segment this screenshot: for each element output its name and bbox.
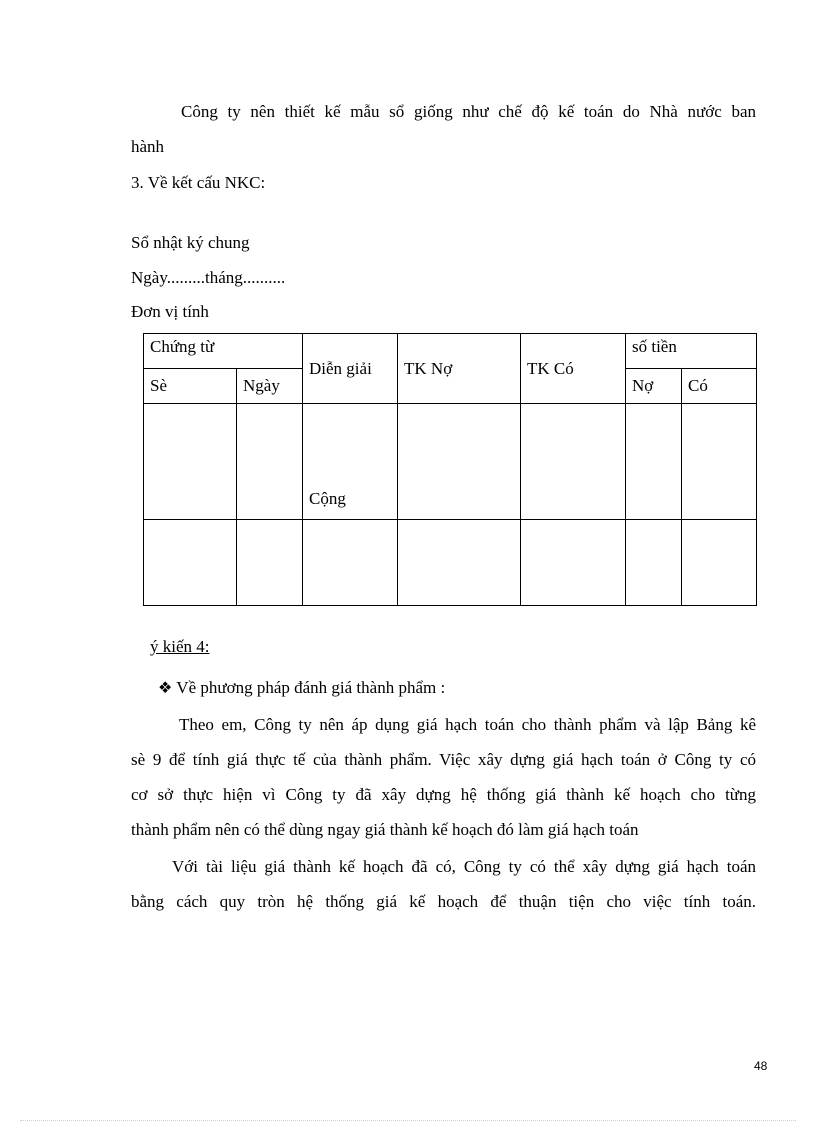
cell-co [682,404,757,520]
header-so-tien: số tiền [626,334,757,369]
section-heading: 3. Về kết cấu NKC: [131,173,266,192]
ledger-title: Sổ nhật ký chung [131,233,250,252]
opinion-para2-line2: bằng cách quy tròn hệ thống giá kế hoạch để thuận tiện cho việc tính toán. [131,892,756,911]
ledger-date-line: Ngày.........tháng.......... [131,268,286,287]
diamond-bullet-icon: ❖ [158,678,173,697]
ledger-unit-line: Đơn vị tính [131,302,209,321]
cell-tk-co [521,404,626,520]
cell-co [682,520,757,606]
bullet-text: Về phương pháp đánh giá thành phẩm : [176,678,446,697]
cell-no [626,404,682,520]
header-no: Nợ [626,369,682,404]
bullet-line [158,677,445,699]
cell-cong: Cộng [303,404,398,520]
cell-tk-no [398,404,521,520]
opinion-para1-line1: Theo em, Công ty nên áp dụng giá hạch toán cho thành phẩm và lập Bảng kê [179,715,756,734]
cell-so [144,520,237,606]
opinion-para1-line2: sè 9 để tính giá thực tế của thành phẩm. Việc xây dựng giá hạch toán ở Công ty có [131,750,756,769]
intro-line-2: hành [131,137,165,156]
bottom-dotted-divider [20,1120,796,1121]
general-journal-table [143,333,757,606]
header-chung-tu: Chứng từ [144,334,303,369]
table-row [144,520,757,606]
header-tk-co: TK Có [521,334,626,404]
cell-ngay [237,520,303,606]
cell-tk-co [521,520,626,606]
header-so: Sè [144,369,237,404]
opinion-para2-line1: Với tài liệu giá thành kế hoạch đã có, Công ty có thể xây dựng giá hạch toán [172,857,756,876]
cell-no [626,520,682,606]
opinion-title: ý kiến 4: [150,637,210,656]
intro-line-1: Công ty nên thiết kế mẫu sổ giống như chế độ kế toán do Nhà nước ban [181,102,756,121]
cell-so [144,404,237,520]
page-number: 48 [754,1059,768,1073]
cell-ngay [237,404,303,520]
cell-tk-no [398,520,521,606]
header-dien-giai: Diễn giải [303,334,398,404]
header-ngay: Ngày [237,369,303,404]
table-row [144,404,757,520]
opinion-para1-line3: cơ sở thực hiện vì Công ty đã xây dựng hệ thống giá thành kế hoạch cho từng [131,785,756,804]
cell-dien-giai [303,520,398,606]
header-co: Có [682,369,757,404]
header-tk-no: TK Nợ [398,334,521,404]
opinion-para1-line4: thành phẩm nên có thể dùng ngay giá thành kế hoạch đó làm giá hạch toán [131,820,639,839]
